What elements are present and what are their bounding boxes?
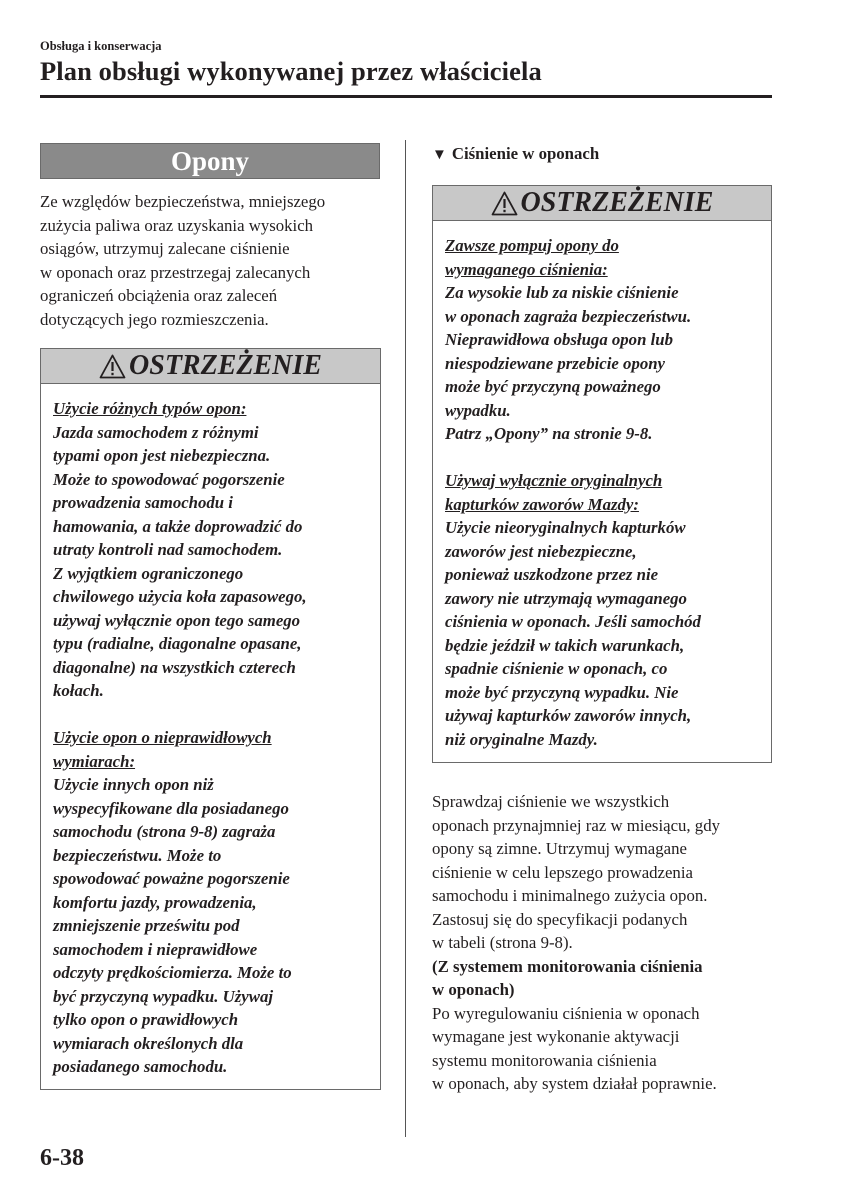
warning-line: typu (radialne, diagonalne opasane, bbox=[53, 634, 302, 653]
spacer bbox=[445, 446, 759, 470]
warning-line: diagonalne) na wszystkich czterech bbox=[53, 657, 296, 677]
warning-line: kołach. bbox=[53, 681, 104, 700]
warning-subheading: Zawsze pompuj opony do bbox=[445, 236, 619, 255]
warning-line: ponieważ uszkodzone przez nie bbox=[445, 565, 659, 584]
pressure-instructions bbox=[432, 790, 777, 1096]
text-line: Po wyregulowaniu ciśnienia w oponach bbox=[432, 1003, 700, 1023]
text-line: systemu monitorowania ciśnienia bbox=[432, 1050, 657, 1070]
warning-line: spowodować poważne pogorszenie bbox=[53, 869, 290, 888]
warning-line: niespodziewane przebicie opony bbox=[445, 353, 666, 373]
warning-subheading: Użycie różnych typów opon: bbox=[53, 399, 247, 418]
warning-body bbox=[433, 221, 771, 751]
warning-line: Może to spowodować pogorszenie bbox=[53, 469, 285, 489]
warning-line: Z wyjątkiem ograniczonego bbox=[53, 563, 244, 583]
text-line: oponach przynajmniej raz w miesiącu, gdy bbox=[432, 815, 720, 835]
warning-line: w oponach zagraża bezpieczeństwu. bbox=[445, 306, 692, 326]
down-triangle-icon: ▼ bbox=[432, 147, 447, 163]
warning-line: używaj wyłącznie opon tego samego bbox=[53, 610, 301, 630]
warning-line: zaworów jest niebezpieczne, bbox=[445, 541, 637, 561]
bold-heading: w oponach) bbox=[432, 980, 515, 999]
title-rule bbox=[40, 95, 772, 98]
subheading-tire-pressure bbox=[432, 144, 599, 164]
warning-line: posiadanego samochodu. bbox=[53, 1057, 228, 1076]
warning-line: samochodem i nieprawidłowe bbox=[53, 939, 258, 959]
page-number: 6-38 bbox=[40, 1145, 84, 1171]
warning-line: wyspecyfikowane dla posiadanego bbox=[53, 798, 289, 818]
text-line: wymagane jest wykonanie aktywacji bbox=[432, 1027, 680, 1046]
warning-line: być przyczyną wypadku. Używaj bbox=[53, 986, 273, 1006]
warning-line: hamowania, a także doprowadzić do bbox=[53, 516, 303, 536]
text-line: opony są zimne. Utrzymuj wymagane bbox=[432, 839, 687, 858]
intro-paragraph bbox=[40, 190, 385, 331]
warning-subheading: kapturków zaworów Mazdy: bbox=[445, 494, 639, 514]
warning-box-tire-pressure bbox=[432, 185, 772, 763]
warning-line: wymiarach określonych dla bbox=[53, 1033, 244, 1053]
warning-line: wypadku. bbox=[445, 400, 511, 420]
text-line: dotyczących jego rozmieszczenia. bbox=[40, 309, 269, 329]
text-line: ciśnienie w celu lepszego prowadzenia bbox=[432, 862, 693, 882]
warning-line: używaj kapturków zaworów innych, bbox=[445, 706, 692, 725]
warning-line: będzie jeździł w takich warunkach, bbox=[445, 635, 685, 655]
text-line: Sprawdzaj ciśnienie we wszystkich bbox=[432, 792, 670, 811]
warning-line: Patrz „Opony” na stronie 9-8. bbox=[445, 424, 653, 443]
warning-line: komfortu jazdy, prowadzenia, bbox=[53, 892, 257, 912]
warning-line: prowadzenia samochodu i bbox=[53, 493, 233, 512]
column-divider bbox=[405, 140, 406, 1137]
warning-line: odczyty prędkościomierza. Może to bbox=[53, 963, 292, 982]
warning-line: Nieprawidłowa obsługa opon lub bbox=[445, 330, 673, 349]
warning-line: chwilowego użycia koła zapasowego, bbox=[53, 587, 307, 606]
warning-subheading: Używaj wyłącznie oryginalnych bbox=[445, 471, 663, 490]
text-line: osiągów, utrzymuj zalecane ciśnienie bbox=[40, 239, 290, 258]
warning-line: ciśnienia w oponach. Jeśli samochód bbox=[445, 612, 701, 631]
warning-line: może być przyczyną wypadku. Nie bbox=[445, 682, 679, 702]
section-heading-opony: Opony bbox=[40, 143, 380, 179]
warning-title: OSTRZEŻENIE bbox=[129, 350, 322, 381]
warning-line: zmniejszenie prześwitu pod bbox=[53, 916, 240, 935]
bold-heading: (Z systemem monitorowania ciśnienia bbox=[432, 956, 703, 976]
warning-triangle-icon bbox=[491, 191, 518, 216]
warning-box-tire-types bbox=[40, 348, 381, 1090]
warning-line: Jazda samochodem z różnymi bbox=[53, 422, 259, 442]
warning-line: utraty kontroli nad samochodem. bbox=[53, 540, 283, 559]
warning-body bbox=[41, 384, 380, 1079]
text-line: samochodu i minimalnego zużycia opon. bbox=[432, 886, 708, 905]
warning-subheading: wymaganego ciśnienia: bbox=[445, 259, 608, 279]
subheading-text: Ciśnienie w oponach bbox=[451, 144, 600, 163]
text-line: Zastosuj się do specyfikacji podanych bbox=[432, 909, 688, 929]
spacer bbox=[53, 703, 368, 727]
warning-triangle-icon bbox=[99, 354, 126, 379]
warning-header bbox=[433, 186, 771, 221]
warning-line: niż oryginalne Mazdy. bbox=[445, 729, 598, 749]
warning-line: Użycie nieoryginalnych kapturków bbox=[445, 518, 686, 537]
warning-subheading: wymiarach: bbox=[53, 751, 136, 771]
text-line: w oponach oraz przestrzegaj zalecanych bbox=[40, 262, 311, 282]
text-line: Ze względów bezpieczeństwa, mniejszego bbox=[40, 192, 326, 211]
warning-line: bezpieczeństwu. Może to bbox=[53, 845, 222, 865]
warning-line: spadnie ciśnienie w oponach, co bbox=[445, 659, 668, 678]
warning-subheading: Użycie opon o nieprawidłowych bbox=[53, 728, 272, 747]
text-line: ograniczeń obciążenia oraz zaleceń bbox=[40, 286, 278, 305]
warning-title: OSTRZEŻENIE bbox=[520, 187, 714, 218]
text-line: zużycia paliwa oraz uzyskania wysokich bbox=[40, 215, 314, 235]
section-label: Obsługa i konserwacja bbox=[40, 39, 162, 53]
page-title: Plan obsługi wykonywanej przez właściciela bbox=[40, 56, 542, 86]
warning-line: może być przyczyną poważnego bbox=[445, 377, 661, 396]
text-line: w tabeli (strona 9-8). bbox=[432, 933, 573, 952]
warning-header bbox=[41, 349, 380, 384]
warning-line: typami opon jest niebezpieczna. bbox=[53, 446, 271, 465]
warning-line: tylko opon o prawidłowych bbox=[53, 1010, 239, 1029]
warning-line: Użycie innych opon niż bbox=[53, 775, 214, 794]
text-line: w oponach, aby system działał poprawnie. bbox=[432, 1074, 717, 1093]
warning-line: zawory nie utrzymają wymaganego bbox=[445, 588, 687, 608]
warning-line: Za wysokie lub za niskie ciśnienie bbox=[445, 283, 679, 302]
warning-line: samochodu (strona 9-8) zagraża bbox=[53, 822, 276, 841]
